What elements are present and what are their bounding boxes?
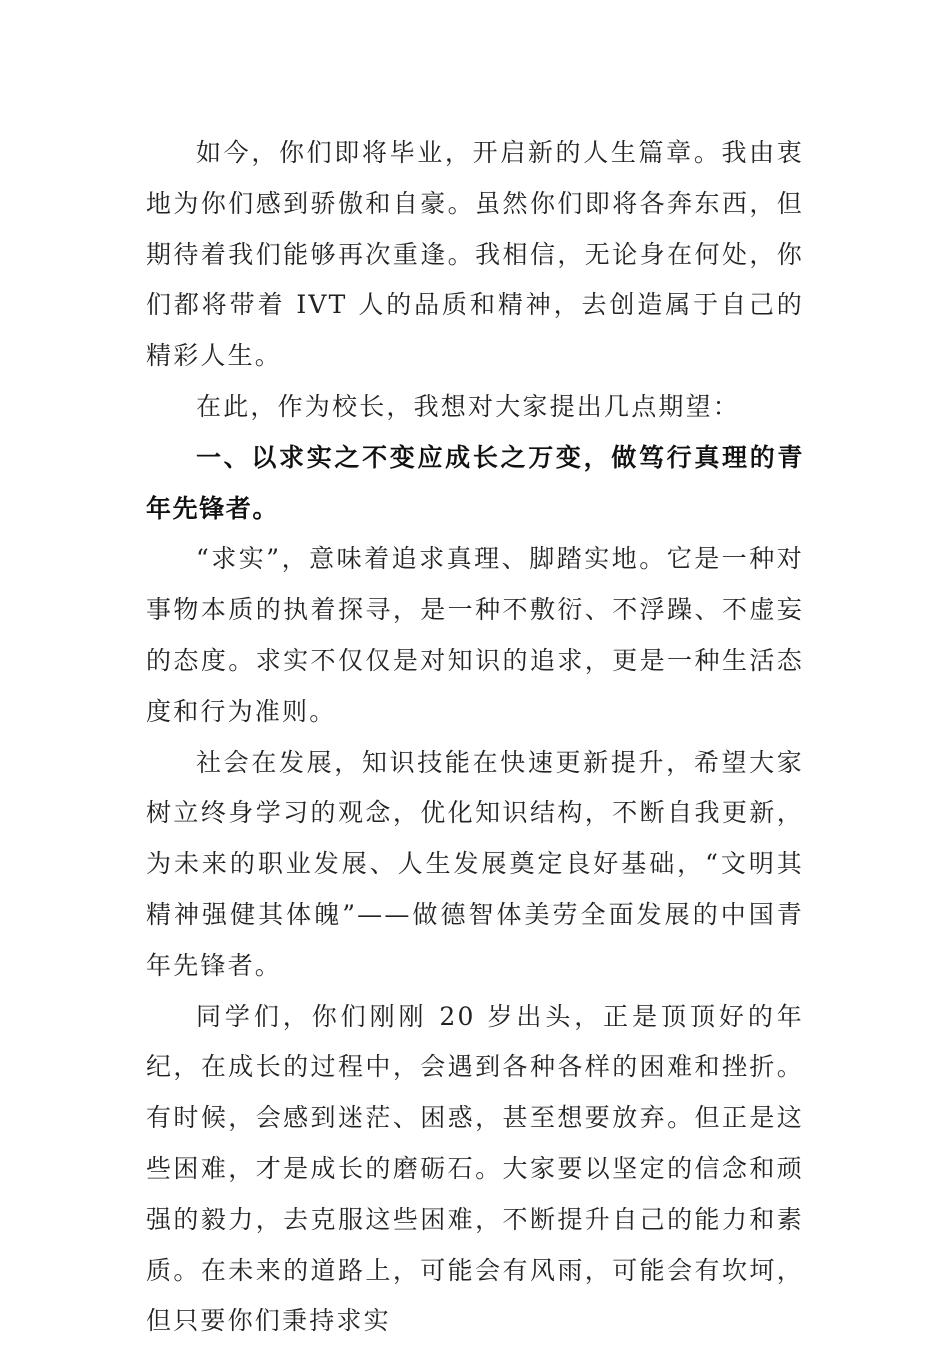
paragraph-seeking-truth: “求实”，意味着追求真理、脚踏实地。它是一种对事物本质的执着探寻，是一种不敷衍、不浮躁、不虚妄的态度。求实不仅仅是对知识的追求，更是一种生活态度和行为准则。: [146, 544, 804, 726]
section-heading-1: 一、以求实之不变应成长之万变，做笃行真理的青年先锋者。: [146, 442, 804, 523]
paragraph-expectations-intro: 在此，作为校长，我想对大家提出几点期望：: [196, 391, 741, 421]
paragraph-graduation: 如今，你们即将毕业，开启新的人生篇章。我由衷地为你们感到骄傲和自豪。虽然你们即将各奔东西，但期待着我们能够再次重逢。我相信，无论身在何处，你们都将带着 IVT 人的品质和精神，去创造属于自己的精彩人生。: [146, 138, 804, 371]
paragraph-lifelong-learning: 社会在发展，知识技能在快速更新提升，希望大家树立终身学习的观念，优化知识结构，不断自我更新，为未来的职业发展、人生发展奠定良好基础，“文明其精神强健其体魄”——做德智体美劳全面发展的中国青年先锋者。: [146, 747, 804, 980]
document-body: [146, 128, 804, 1347]
paragraph-overcoming-difficulties: 同学们，你们刚刚 20 岁出头，正是顶顶好的年纪，在成长的过程中，会遇到各种各样的困难和挫折。有时候，会感到迷茫、困惑，甚至想要放弃。但正是这些困难，才是成长的磨砺石。大家要以坚定的信念和顽强的毅力，去克服这些困难，不断提升自己的能力和素质。在未来的道路上，可能会有风雨，可能会有坎坷，但只要你们秉持求实: [146, 1001, 804, 1336]
